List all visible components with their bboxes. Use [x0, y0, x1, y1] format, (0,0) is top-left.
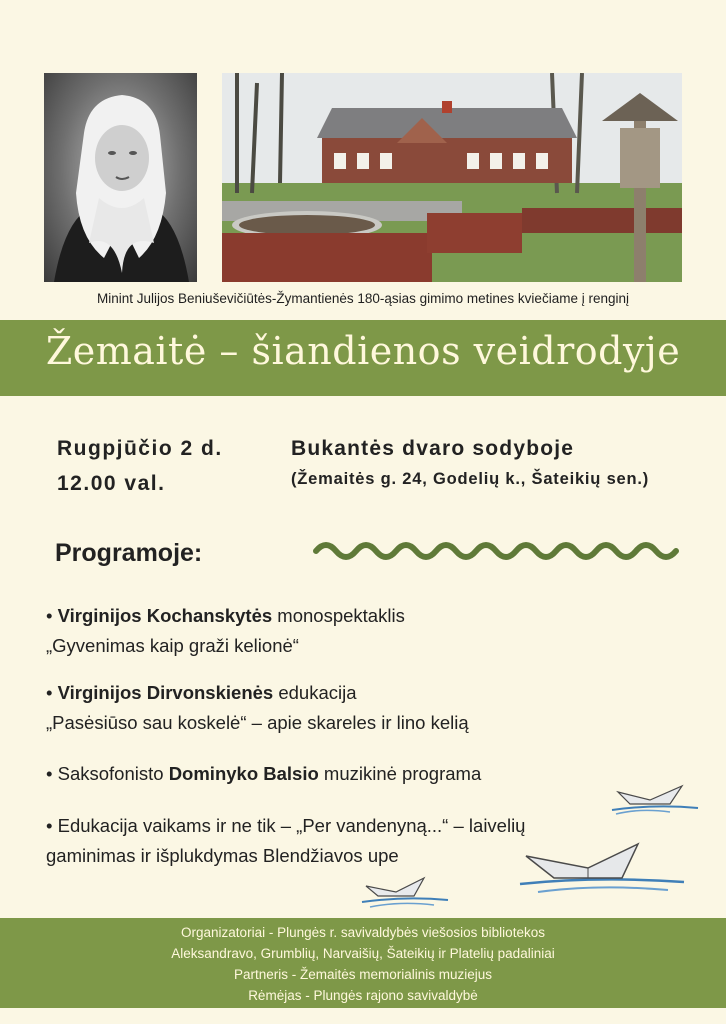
- footer-branches: Aleksandravo, Grumblių, Narvaišių, Šateikių ir Platelių padaliniai: [171, 946, 555, 961]
- performer-name: Dominyko Balsio: [168, 763, 319, 784]
- program-item-2: • Virginijos Dirvonskienės edukacija „Pasėsiūso sau koskelė“ – apie skareles ir lino kelią: [46, 682, 469, 733]
- footer-sponsor: Rėmėjas - Plungės rajono savivaldybė: [248, 988, 478, 1003]
- event-date: Rugpjūčio 2 d.: [57, 437, 223, 460]
- program-item-1: • Virginijos Kochanskytės monospektaklis „Gyvenimas kaip graži kelionė“: [46, 605, 405, 656]
- program-item-3: • Saksofonisto Dominyko Balsio muzikinė programa: [46, 763, 482, 784]
- event-venue: Bukantės dvaro sodyboje: [291, 437, 575, 460]
- paper-boat-icon: [518, 838, 688, 898]
- invitation-caption: Minint Julijos Beniuševičiūtės-Žymantienės 180-ąsias gimimo metines kviečiame į renginį: [97, 291, 629, 306]
- paper-boat-icon: [610, 782, 700, 818]
- footer-partner: Partneris - Žemaitės memorialinis muziejus: [233, 967, 493, 982]
- paper-boat-icon: [360, 874, 450, 910]
- estate-photo: [222, 73, 682, 282]
- program-item-4: • Edukacija vaikams ir ne tik – „Per vandenyną...“ – laivelių gaminimas ir išplukdymas Blendžiavos upe: [46, 815, 526, 866]
- event-time: 12.00 val.: [57, 472, 166, 495]
- performer-name: Virginijos Dirvonskienės: [57, 682, 274, 703]
- event-title: Žemaitė – šiandienos veidrodyje: [45, 329, 681, 373]
- portrait-photo: [44, 73, 197, 282]
- wave-decoration: [312, 535, 688, 565]
- performer-name: Virginijos Kochanskytės: [57, 605, 273, 626]
- program-heading: Programoje:: [55, 539, 203, 567]
- footer-organizers: Organizatoriai - Plungės r. savivaldybės viešosios bibliotekos: [181, 925, 545, 940]
- event-address: (Žemaitės g. 24, Godelių k., Šateikių sen.): [291, 470, 650, 488]
